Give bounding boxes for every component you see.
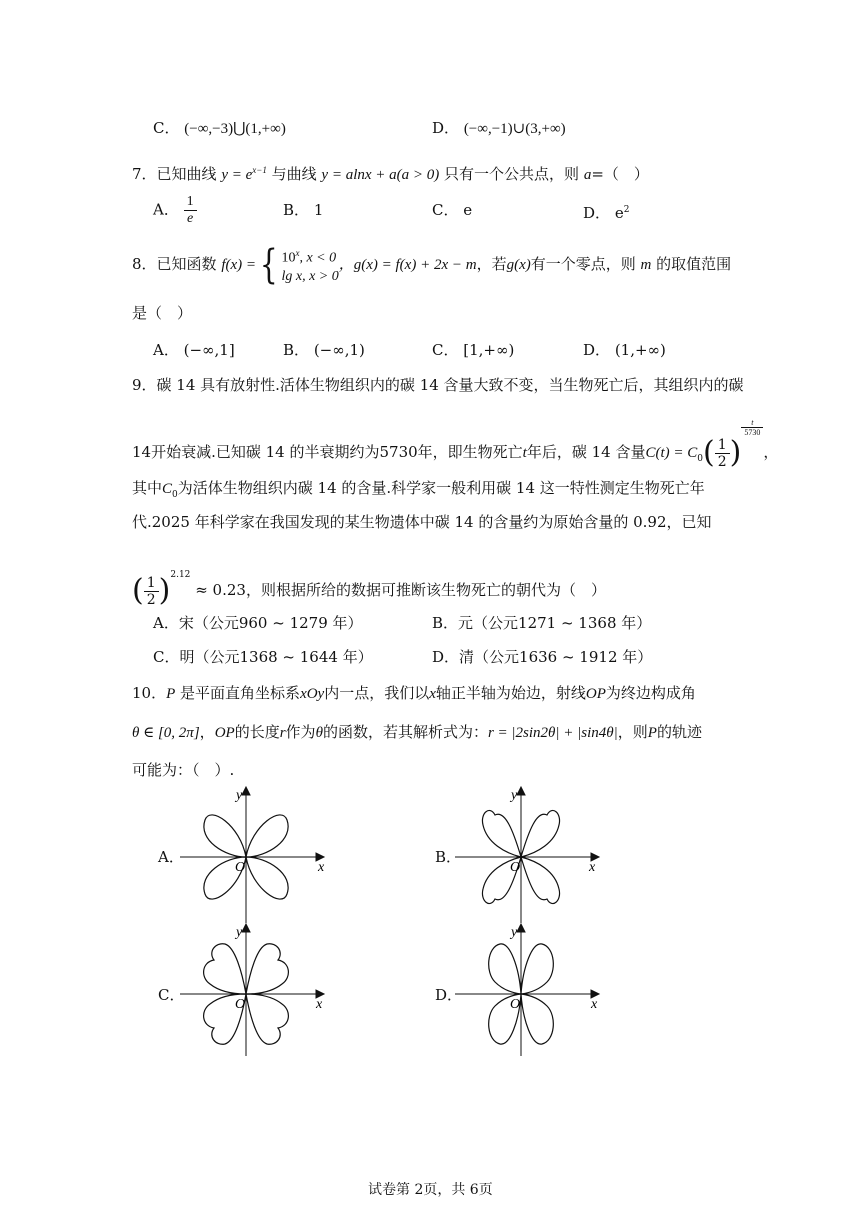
option-label: C． xyxy=(153,119,180,137)
text: 与曲线 xyxy=(271,165,317,183)
graph-b xyxy=(455,785,605,925)
q10-option-c-label: C． xyxy=(158,986,185,1004)
option-text: 明（公元1368 ~ 1644 年） xyxy=(179,648,373,666)
q7-option-a xyxy=(153,194,197,227)
q7-option-b xyxy=(283,200,323,220)
text: 10． xyxy=(132,684,167,702)
q9-line3 xyxy=(132,478,705,505)
q9-option-c xyxy=(153,647,373,667)
q10-line3 xyxy=(132,760,234,780)
option-label: D． xyxy=(432,648,460,666)
q9-option-a xyxy=(153,613,363,633)
text: 为终边构成角 xyxy=(605,684,696,702)
paren: ( xyxy=(702,435,715,470)
q10-line1 xyxy=(132,683,696,704)
math: f(x) = xyxy=(221,257,257,273)
option-text: (−∞,1) xyxy=(313,341,365,359)
exp-fraction xyxy=(741,418,763,437)
option-text: 清（公元1636 ~ 1912 年） xyxy=(459,648,653,666)
option-text: 宋（公元960 ~ 1279 年） xyxy=(178,614,363,632)
math: P xyxy=(647,725,657,741)
q8-option-b xyxy=(283,340,365,360)
text: 8．已知函数 xyxy=(132,255,217,273)
math: ，g(x) = f(x) + 2x − m xyxy=(338,257,477,273)
option-label: D． xyxy=(583,341,611,359)
q10-option-d-label: D． xyxy=(435,986,463,1004)
q7-option-d xyxy=(583,200,629,223)
option-label: D． xyxy=(583,204,611,222)
sup: x xyxy=(295,247,300,258)
axes xyxy=(455,924,599,1056)
axis-y-label: y xyxy=(236,925,243,940)
text: 9．碳 14 具有放射性.活体生物组织内的碳 14 含量大致不变，当生物死亡后，其组织内的碳 xyxy=(132,376,744,394)
graph-d xyxy=(455,922,605,1062)
q10-line2 xyxy=(132,722,702,743)
text: ， xyxy=(763,443,779,461)
text: =（ ） xyxy=(591,165,649,183)
q8-option-d xyxy=(583,340,666,360)
den: 5730 xyxy=(744,428,761,437)
axis-y-label: y xyxy=(511,788,518,803)
math: y = alnx + a(a > 0) xyxy=(321,167,440,183)
q10-option-b-label: B． xyxy=(435,848,462,866)
origin-label: O xyxy=(510,860,521,875)
option-label: C． xyxy=(153,648,180,666)
text: 的长度 xyxy=(234,723,280,741)
option-text: [1,+∞) xyxy=(463,341,515,359)
num: 1 xyxy=(144,575,159,592)
q8-stem xyxy=(132,242,731,287)
q6-option-c xyxy=(153,118,286,139)
text: 年后，碳 14 含量 xyxy=(526,443,646,461)
option-text: 1 xyxy=(313,201,324,219)
math: g(x) xyxy=(506,257,531,273)
q9-option-d xyxy=(432,647,652,667)
origin-label: O xyxy=(235,997,246,1012)
option-text: e xyxy=(614,204,624,222)
math: m xyxy=(640,257,652,273)
sub: 0 xyxy=(697,454,703,464)
fraction xyxy=(715,437,730,470)
sub: 0 xyxy=(172,490,178,500)
q7-option-c xyxy=(432,200,472,220)
den: e xyxy=(187,211,194,226)
axis-y-label: y xyxy=(236,788,243,803)
den: 2 xyxy=(717,453,727,470)
origin-label: O xyxy=(235,860,246,875)
option-text: 元（公元1271 ~ 1368 年） xyxy=(458,614,652,632)
brace: { xyxy=(259,242,278,288)
math: P xyxy=(166,686,176,702)
option-label: A． xyxy=(153,341,179,359)
q7-stem xyxy=(132,160,649,185)
axis-x-label: x xyxy=(591,997,598,1012)
axis-y-label: y xyxy=(511,925,518,940)
paren: ( xyxy=(132,573,144,608)
text: 可能为：（ ）. xyxy=(132,761,235,779)
axis-x-label: x xyxy=(589,860,596,875)
num: 1 xyxy=(715,437,730,454)
page-footer: 试卷第 2页，共 6页 xyxy=(368,1182,493,1198)
q8-stem-cont xyxy=(132,303,192,323)
paren: ) xyxy=(158,573,171,608)
fraction xyxy=(184,194,197,227)
paren: ) xyxy=(729,435,742,470)
q6-option-d xyxy=(432,118,566,139)
math: y = e xyxy=(221,167,253,183)
math: r xyxy=(279,725,286,741)
den: 2 xyxy=(146,591,156,608)
option-label: D． xyxy=(432,119,460,137)
text: 只有一个公共点，则 xyxy=(444,165,580,183)
math-sup: x−1 xyxy=(252,165,267,175)
text: ，若 xyxy=(476,255,507,273)
case: , x < 0 xyxy=(299,250,337,266)
text: 的轨迹 xyxy=(656,723,702,741)
sup: 2.12 xyxy=(170,570,191,580)
option-label: B． xyxy=(283,201,310,219)
option-label: B． xyxy=(432,614,459,632)
text: 的函数，若其解析式为： xyxy=(322,723,488,741)
text: 是平面直角坐标系 xyxy=(180,684,301,702)
axis-x-label: x xyxy=(316,997,323,1012)
math: C(t) = C xyxy=(645,445,698,461)
text: 内一点，我们以 xyxy=(324,684,430,702)
text: 其中 xyxy=(132,479,163,497)
math: ≈ 0.23 xyxy=(195,581,246,599)
text: 轴正半轴为始边，射线 xyxy=(435,684,586,702)
q9-line5 xyxy=(132,553,606,612)
math: OP xyxy=(585,686,606,702)
case: lg x, x > 0 xyxy=(281,269,339,285)
axes xyxy=(180,924,324,1056)
math: OP xyxy=(214,725,235,741)
option-label: A． xyxy=(153,614,179,632)
option-label: B． xyxy=(283,341,310,359)
text: 14开始衰减.已知碳 14 的半衰期约为5730年，即生物死亡 xyxy=(132,443,523,461)
option-text: (−∞,1] xyxy=(183,341,235,359)
option-text: (−∞,−1)∪(3,+∞) xyxy=(463,121,566,137)
q9-line4 xyxy=(132,512,712,532)
graph-a xyxy=(180,785,330,925)
q9-line1 xyxy=(132,375,744,395)
q8-option-a xyxy=(153,340,235,360)
graph-c xyxy=(180,922,330,1062)
text: 有一个零点，则 xyxy=(530,255,636,273)
math: θ xyxy=(315,725,323,741)
math: θ ∈ [0, 2π] xyxy=(132,725,200,741)
q10-option-a-label: A． xyxy=(158,848,184,866)
math: a xyxy=(583,167,592,183)
option-text: (1,+∞) xyxy=(614,341,666,359)
num: 1 xyxy=(184,194,197,211)
axis-x-label: x xyxy=(318,860,325,875)
case: 10 xyxy=(281,250,296,266)
num: t xyxy=(741,418,763,428)
axes xyxy=(180,787,324,923)
text: ， xyxy=(199,723,215,741)
text: 的取值范围 xyxy=(656,255,732,273)
text: 是（ ） xyxy=(132,304,193,322)
text: 作为 xyxy=(285,723,316,741)
text: 为活体生物组织内碳 14 的含量.科学家一般利用碳 14 这一特性测定生物死亡年 xyxy=(177,479,705,497)
option-label: C． xyxy=(432,341,459,359)
text: ，则根据所给的数据可推断该生物死亡的朝代为（ ） xyxy=(245,581,606,599)
origin-label: O xyxy=(510,997,521,1012)
q8-option-c xyxy=(432,340,514,360)
q9-option-b xyxy=(432,613,651,633)
option-label: A． xyxy=(153,200,179,219)
option-label: C． xyxy=(432,201,459,219)
text: 代.2025 年科学家在我国发现的某生物遗体中碳 14 的含量约为原始含量的 0.92，已知 xyxy=(132,513,712,531)
text: 7．已知曲线 xyxy=(132,165,217,183)
cases xyxy=(281,244,338,287)
math: xOy xyxy=(300,686,325,702)
text: ，则 xyxy=(617,723,648,741)
fraction xyxy=(144,575,159,608)
math: r = |2sin2θ| + |sin4θ| xyxy=(487,725,618,741)
sup: 2 xyxy=(623,205,630,215)
math: t xyxy=(522,445,527,461)
math: C xyxy=(162,481,173,497)
option-text: e xyxy=(463,201,473,219)
option-text: (−∞,−3)⋃(1,+∞) xyxy=(184,121,286,137)
math: x xyxy=(429,686,436,702)
q9-line2 xyxy=(132,418,778,481)
